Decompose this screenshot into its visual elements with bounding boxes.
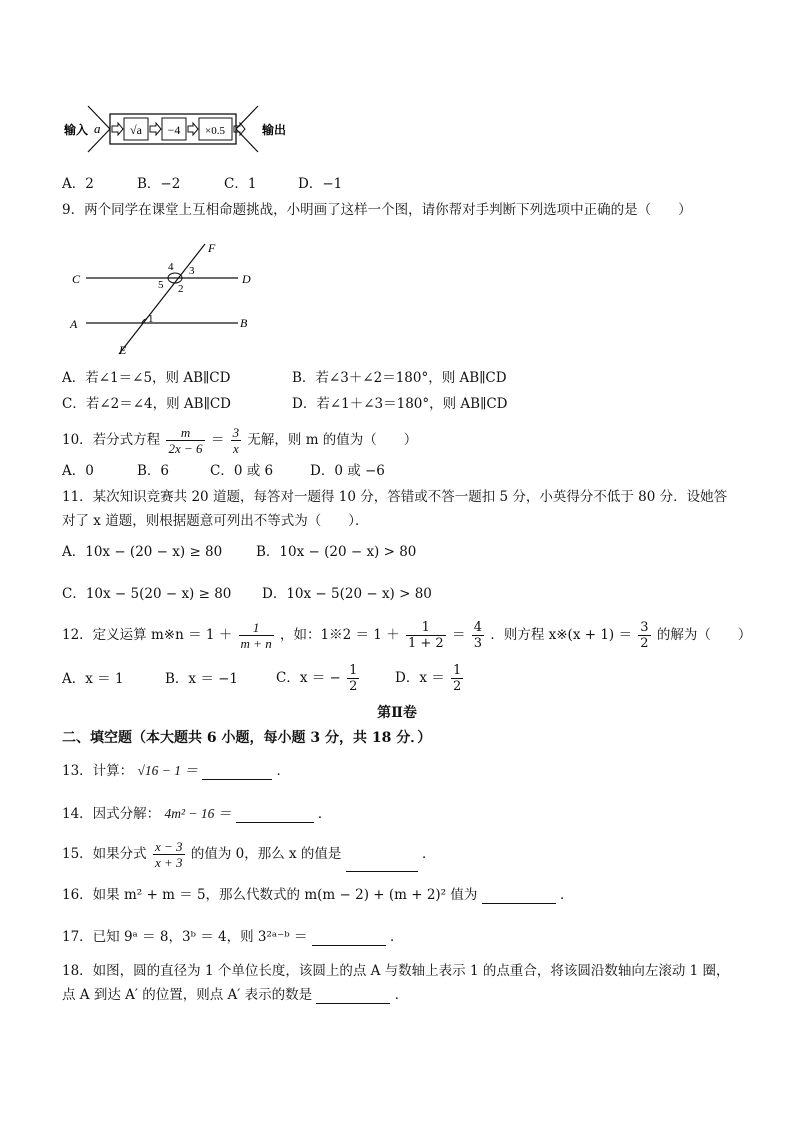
q14-prefix: 14．因式分解：: [62, 806, 161, 822]
q11-stem-line1: 11．某次知识竞赛共 20 道题，每答对一题得 10 分，答错或不答一题扣 5 分，小英得分不低于 80 分．设她答: [62, 489, 728, 505]
q12-fraction-2: $\frac{1}{1 + 2}$: [407, 620, 444, 651]
q11-option-d: D．10x − 5(20 − x) > 80: [262, 586, 432, 602]
q8-option-c: C．1: [224, 176, 257, 192]
q17-answer-blank[interactable]: [312, 931, 386, 946]
q10-fraction-right: $\frac{3}{x}$: [232, 425, 240, 456]
q18-line2: [62, 986, 408, 1004]
q13: [62, 762, 290, 780]
q14-answer-blank[interactable]: [236, 808, 314, 823]
q10-suffix: 无解，则 m 的值为（ ）: [247, 432, 418, 448]
q17-period: ．: [390, 929, 404, 945]
q8-option-d: D．−1: [298, 176, 343, 192]
flow-box-sqrt: √a: [130, 123, 142, 137]
flow-box-times: ×0.5: [205, 125, 225, 137]
q15-answer-blank[interactable]: [346, 857, 418, 872]
q12-option-a: A．x ＝ 1: [62, 671, 124, 687]
q13-prefix: 13．计算：: [62, 763, 134, 779]
q13-expression: √16 − 1 ＝: [137, 763, 198, 778]
q12-option-d-fraction: $\frac{1}{2}$: [453, 663, 462, 694]
q18-period: ．: [394, 987, 409, 1003]
q12-part5: 的解为（ ）: [656, 627, 752, 643]
q12-option-c-fraction: $\frac{1}{2}$: [349, 663, 358, 694]
q10-fraction-left: $\frac{m}{2x - 6}$: [168, 425, 203, 456]
part-two-heading: 第Ⅱ卷: [377, 705, 417, 721]
label-c: C: [72, 272, 81, 286]
q16-text: 16．如果 m² + m ＝ 5，那么代数式的 m(m − 2) + (m + 2)² 值为: [62, 887, 478, 903]
q16-answer-blank[interactable]: [482, 889, 556, 904]
q9-option-a: A．若∠1＝∠5，则 AB∥CD: [62, 370, 231, 386]
q9-stem: 9．两个同学在课堂上互相命题挑战，小明画了这样一个图，请你帮对手判断下列选项中正确的是（ ）: [62, 202, 692, 218]
q11-stem-line2: 对了 x 道题，则根据题意可列出不等式为（ ）．: [62, 513, 369, 529]
q15-prefix: 15．如果分式: [62, 846, 147, 862]
q15: [62, 836, 436, 872]
q12-option-b: B．x ＝ −1: [165, 671, 239, 687]
flow-input-label: 输入: [64, 123, 89, 137]
q12-part2: ，如：1※2 ＝ 1 ＋: [280, 627, 400, 643]
q9-option-d: D．若∠1＋∠3＝180°，则 AB∥CD: [292, 396, 508, 412]
q13-period: ．: [276, 763, 290, 779]
q13-answer-blank[interactable]: [202, 765, 272, 780]
q12-option-c: C．x ＝ − $\frac{1}{2}$: [276, 663, 358, 694]
q9-option-b: B．若∠3＋∠2＝180°，则 AB∥CD: [292, 370, 507, 386]
q9-parallel-lines-figure: [62, 240, 272, 360]
q17-text: 17．已知 9ᵃ ＝ 8，3ᵇ ＝ 4，则 3²ᵃ⁻ᵇ ＝: [62, 929, 308, 945]
flow-input-var: a: [94, 121, 101, 136]
q15-fraction: $\frac{x - 3}{x + 3}$: [154, 839, 183, 870]
angle-label-3: 3: [189, 265, 195, 277]
q14-expression: 4m² − 16 ＝: [164, 806, 232, 821]
q12-fraction-3: $\frac{4}{3}$: [473, 620, 483, 651]
label-d: D: [242, 272, 251, 286]
q8-option-b: B．−2: [137, 176, 181, 192]
angle-label-4: 4: [168, 261, 174, 273]
q12-fraction-1: $\frac{1}{m + n}$: [240, 620, 272, 651]
q14: [62, 805, 331, 823]
q16: [62, 886, 573, 904]
label-b: B: [240, 316, 248, 330]
q10-option-a: A．0: [62, 463, 94, 479]
angle-label-2: 2: [178, 283, 184, 295]
q8-option-a: A．2: [62, 176, 94, 192]
q16-period: ．: [559, 887, 574, 903]
flow-box-minus4: −4: [167, 123, 181, 137]
q17: [62, 928, 404, 946]
q14-period: ．: [317, 806, 332, 822]
q11-option-b: B．10x − (20 − x) > 80: [256, 544, 417, 560]
angle-label-5: 5: [158, 279, 164, 291]
q15-period: ．: [422, 846, 436, 862]
label-f: F: [208, 241, 216, 255]
q10-option-d: D．0 或 −6: [310, 463, 385, 479]
q11-option-a: A．10x − (20 − x) ≥ 80: [62, 544, 223, 560]
q18-answer-blank[interactable]: [316, 989, 390, 1004]
flow-output-label: 输出: [262, 123, 287, 137]
label-e: E: [119, 343, 127, 357]
q10-option-c: C．0 或 6: [210, 463, 274, 479]
q10-stem: [62, 422, 417, 458]
q12-part4: ．则方程 x※(x + 1) ＝: [490, 627, 632, 643]
q18-line1: 18．如图，圆的直径为 1 个单位长度，该圆上的点 A 与数轴上表示 1 的点重合，将该圆沿数轴向左滚动 1 圈，: [62, 963, 730, 979]
q9-option-c: C．若∠2＝∠4，则 AB∥CD: [62, 396, 231, 412]
q12-stem: [62, 617, 751, 653]
q11-option-c: C．10x − 5(20 − x) ≥ 80: [62, 586, 232, 602]
q10-prefix: 10．若分式方程: [62, 432, 161, 448]
angle-label-1: 1: [148, 313, 154, 325]
label-a: A: [70, 317, 78, 331]
q12-option-d: D．x ＝ $\frac{1}{2}$: [395, 663, 462, 694]
q15-suffix: 的值为 0，那么 x 的值是: [190, 846, 342, 862]
q10-option-b: B．6: [137, 463, 170, 479]
q18-text: 点 A 到达 A′ 的位置，则点 A′ 表示的数是: [62, 987, 313, 1003]
q12-part1: 12．定义运算 m※n ＝ 1 ＋: [62, 627, 233, 643]
q12-fraction-4: $\frac{3}{2}$: [640, 620, 649, 651]
q12-part3: ＝: [451, 627, 466, 643]
section-two-heading: 二、填空题（本大题共 6 小题，每小题 3 分，共 18 分．）: [62, 730, 432, 746]
flow-chart-figure: [62, 100, 312, 158]
q10-equals: ＝: [210, 432, 225, 448]
